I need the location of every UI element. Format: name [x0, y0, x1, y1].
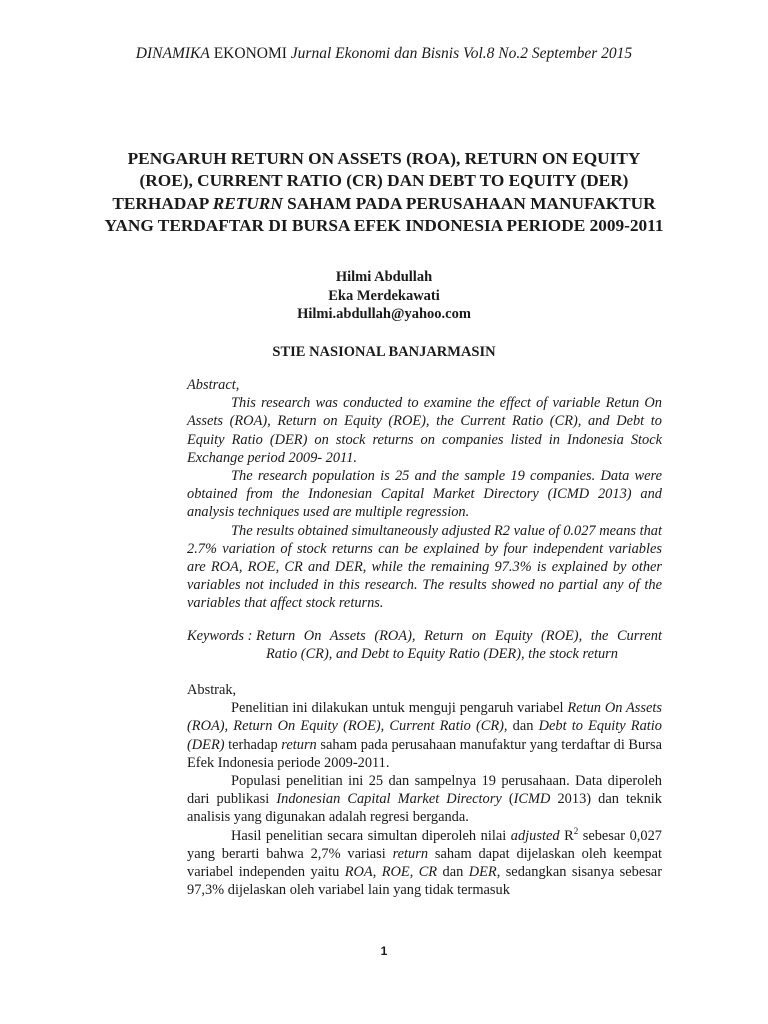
abstrak-p3-italic: ROE	[381, 864, 410, 881]
author-block	[0, 268, 768, 324]
abstrak-paragraph-2	[187, 772, 662, 827]
author-name-2: Eka Merdekawati	[328, 287, 440, 304]
title-italic-word: RETURN	[212, 193, 283, 213]
keywords-block	[187, 627, 662, 663]
abstrak-p2-text: (	[501, 791, 514, 808]
abstrak-p1-italic: Debt to Equity Ratio (DER)	[187, 718, 662, 753]
abstrak-p3-italic: ROA	[344, 864, 373, 881]
abstrak-p3-text: ,	[409, 864, 419, 881]
journal-name-rest: EKONOMI	[209, 45, 291, 62]
abstrak-p2-text: Populasi penelitian ini 25 dan sampelnya 19 perusahaan. Data diperoleh dari publikasi	[187, 773, 662, 808]
abstrak-p3-italic: CR	[418, 864, 438, 881]
keywords-line-1	[187, 627, 662, 645]
abstract-paragraph-3: The results obtained simultaneously adjusted R2 value of 0.027 means that 2.7% variation of stock returns can be explained by four independent variables are ROA, ROE, CR and DER, while the remaining 97.3% is explained by other variables not included in this research. The results showed no partial any of the variables that affect stock returns.	[187, 522, 662, 612]
abstract-indonesian	[187, 681, 662, 899]
abstrak-p3-italic: adjusted	[510, 827, 560, 844]
abstract-english	[187, 376, 662, 613]
abstrak-p3-text: Hasil penelitian secara simultan diperoleh nilai	[231, 827, 511, 844]
abstrak-p3-italic: return	[392, 845, 429, 862]
abstrak-p1-italic: return	[281, 736, 317, 753]
keywords-text-2: Ratio (CR), and Debt to Equity Ratio (DER), the stock return	[266, 646, 618, 663]
institution: STIE NASIONAL BANJARMASIN	[272, 344, 496, 360]
abstrak-paragraph-3	[187, 827, 662, 900]
abstrak-p3-text: R	[559, 827, 574, 844]
running-header	[0, 45, 768, 63]
abstrak-p2-italic: ICMD	[513, 791, 551, 808]
abstract-heading: Abstract,	[187, 377, 240, 393]
superscript-2: 2	[573, 825, 579, 836]
keywords-label: Keywords :	[187, 628, 257, 644]
abstrak-paragraph-1	[187, 699, 662, 772]
abstrak-p3-italic: DER	[468, 864, 497, 881]
title-part-1: PENGARUH RETURN ON ASSETS (ROA), RETURN ON EQUITY (ROE), CURRENT RATIO (CR) DAN DEBT TO EQUITY (DER) TERHADAP	[112, 149, 641, 213]
abstrak-heading: Abstrak,	[187, 682, 237, 698]
keywords-text-1: Return On Assets (ROA), Return on Equity (ROE), the Current	[256, 628, 662, 644]
abstrak-p3-text: dan	[437, 864, 469, 881]
abstract-paragraph-2: The research population is 25 and the sample 19 companies. Data were obtained from the Indonesian Capital Market Directory (ICMD 2013) and analysis techniques used are multiple regression.	[187, 468, 662, 521]
page-number: 1	[380, 944, 388, 958]
abstrak-p3-text: , sedangkan sisanya sebesar 97,3% dijelaskan oleh variabel lain yang tidak termasuk	[187, 864, 662, 899]
author-name-1: Hilmi Abdullah	[335, 269, 433, 285]
author-email: Hilmi.abdullah@yahoo.com	[297, 306, 471, 322]
abstrak-p1-text: dan	[507, 718, 539, 735]
abstrak-p1-text: saham pada perusahaan manufaktur yang terdaftar di Bursa Efek Indonesia periode 2009-2011.	[187, 736, 662, 771]
paper-title	[100, 148, 668, 238]
abstrak-p3-text: sebesar 0,027 yang berarti bahwa 2,7% variasi	[187, 827, 662, 862]
title-part-2: SAHAM PADA PERUSAHAAN MANUFAKTUR YANG TERDAFTAR DI BURSA EFEK INDONESIA PERIODE 2009-2011	[104, 193, 664, 236]
abstrak-p2-italic: Indonesian Capital Market Directory	[276, 791, 502, 808]
abstrak-p1-text: terhadap	[224, 736, 282, 753]
journal-name: DINAMIKA	[135, 45, 210, 62]
abstrak-p3-text: ,	[372, 864, 382, 881]
abstrak-p1-italic: Retun On Assets (ROA), Return On Equity (ROE), Current Ratio (CR),	[187, 700, 662, 735]
abstract-paragraph-1: This research was conducted to examine the effect of variable Retun On Assets (ROA), Return on Equity (ROE), the Current Ratio (CR), and Debt to Equity Ratio (DER) on stock returns on companies listed in Indonesia Stock Exchange period 2009- 2011.	[187, 395, 662, 466]
abstrak-p3-text: saham dapat dijelaskan oleh keempat variabel independen yaitu	[187, 845, 663, 881]
abstrak-p2-text: 2013) dan teknik analisis yang digunakan adalah regresi berganda.	[187, 791, 662, 826]
journal-subtitle: Jurnal Ekonomi dan Bisnis Vol.8 No.2 September 2015	[290, 45, 633, 62]
abstrak-p1-text: Penelitian ini dilakukan untuk menguji pengaruh variabel	[231, 700, 568, 717]
